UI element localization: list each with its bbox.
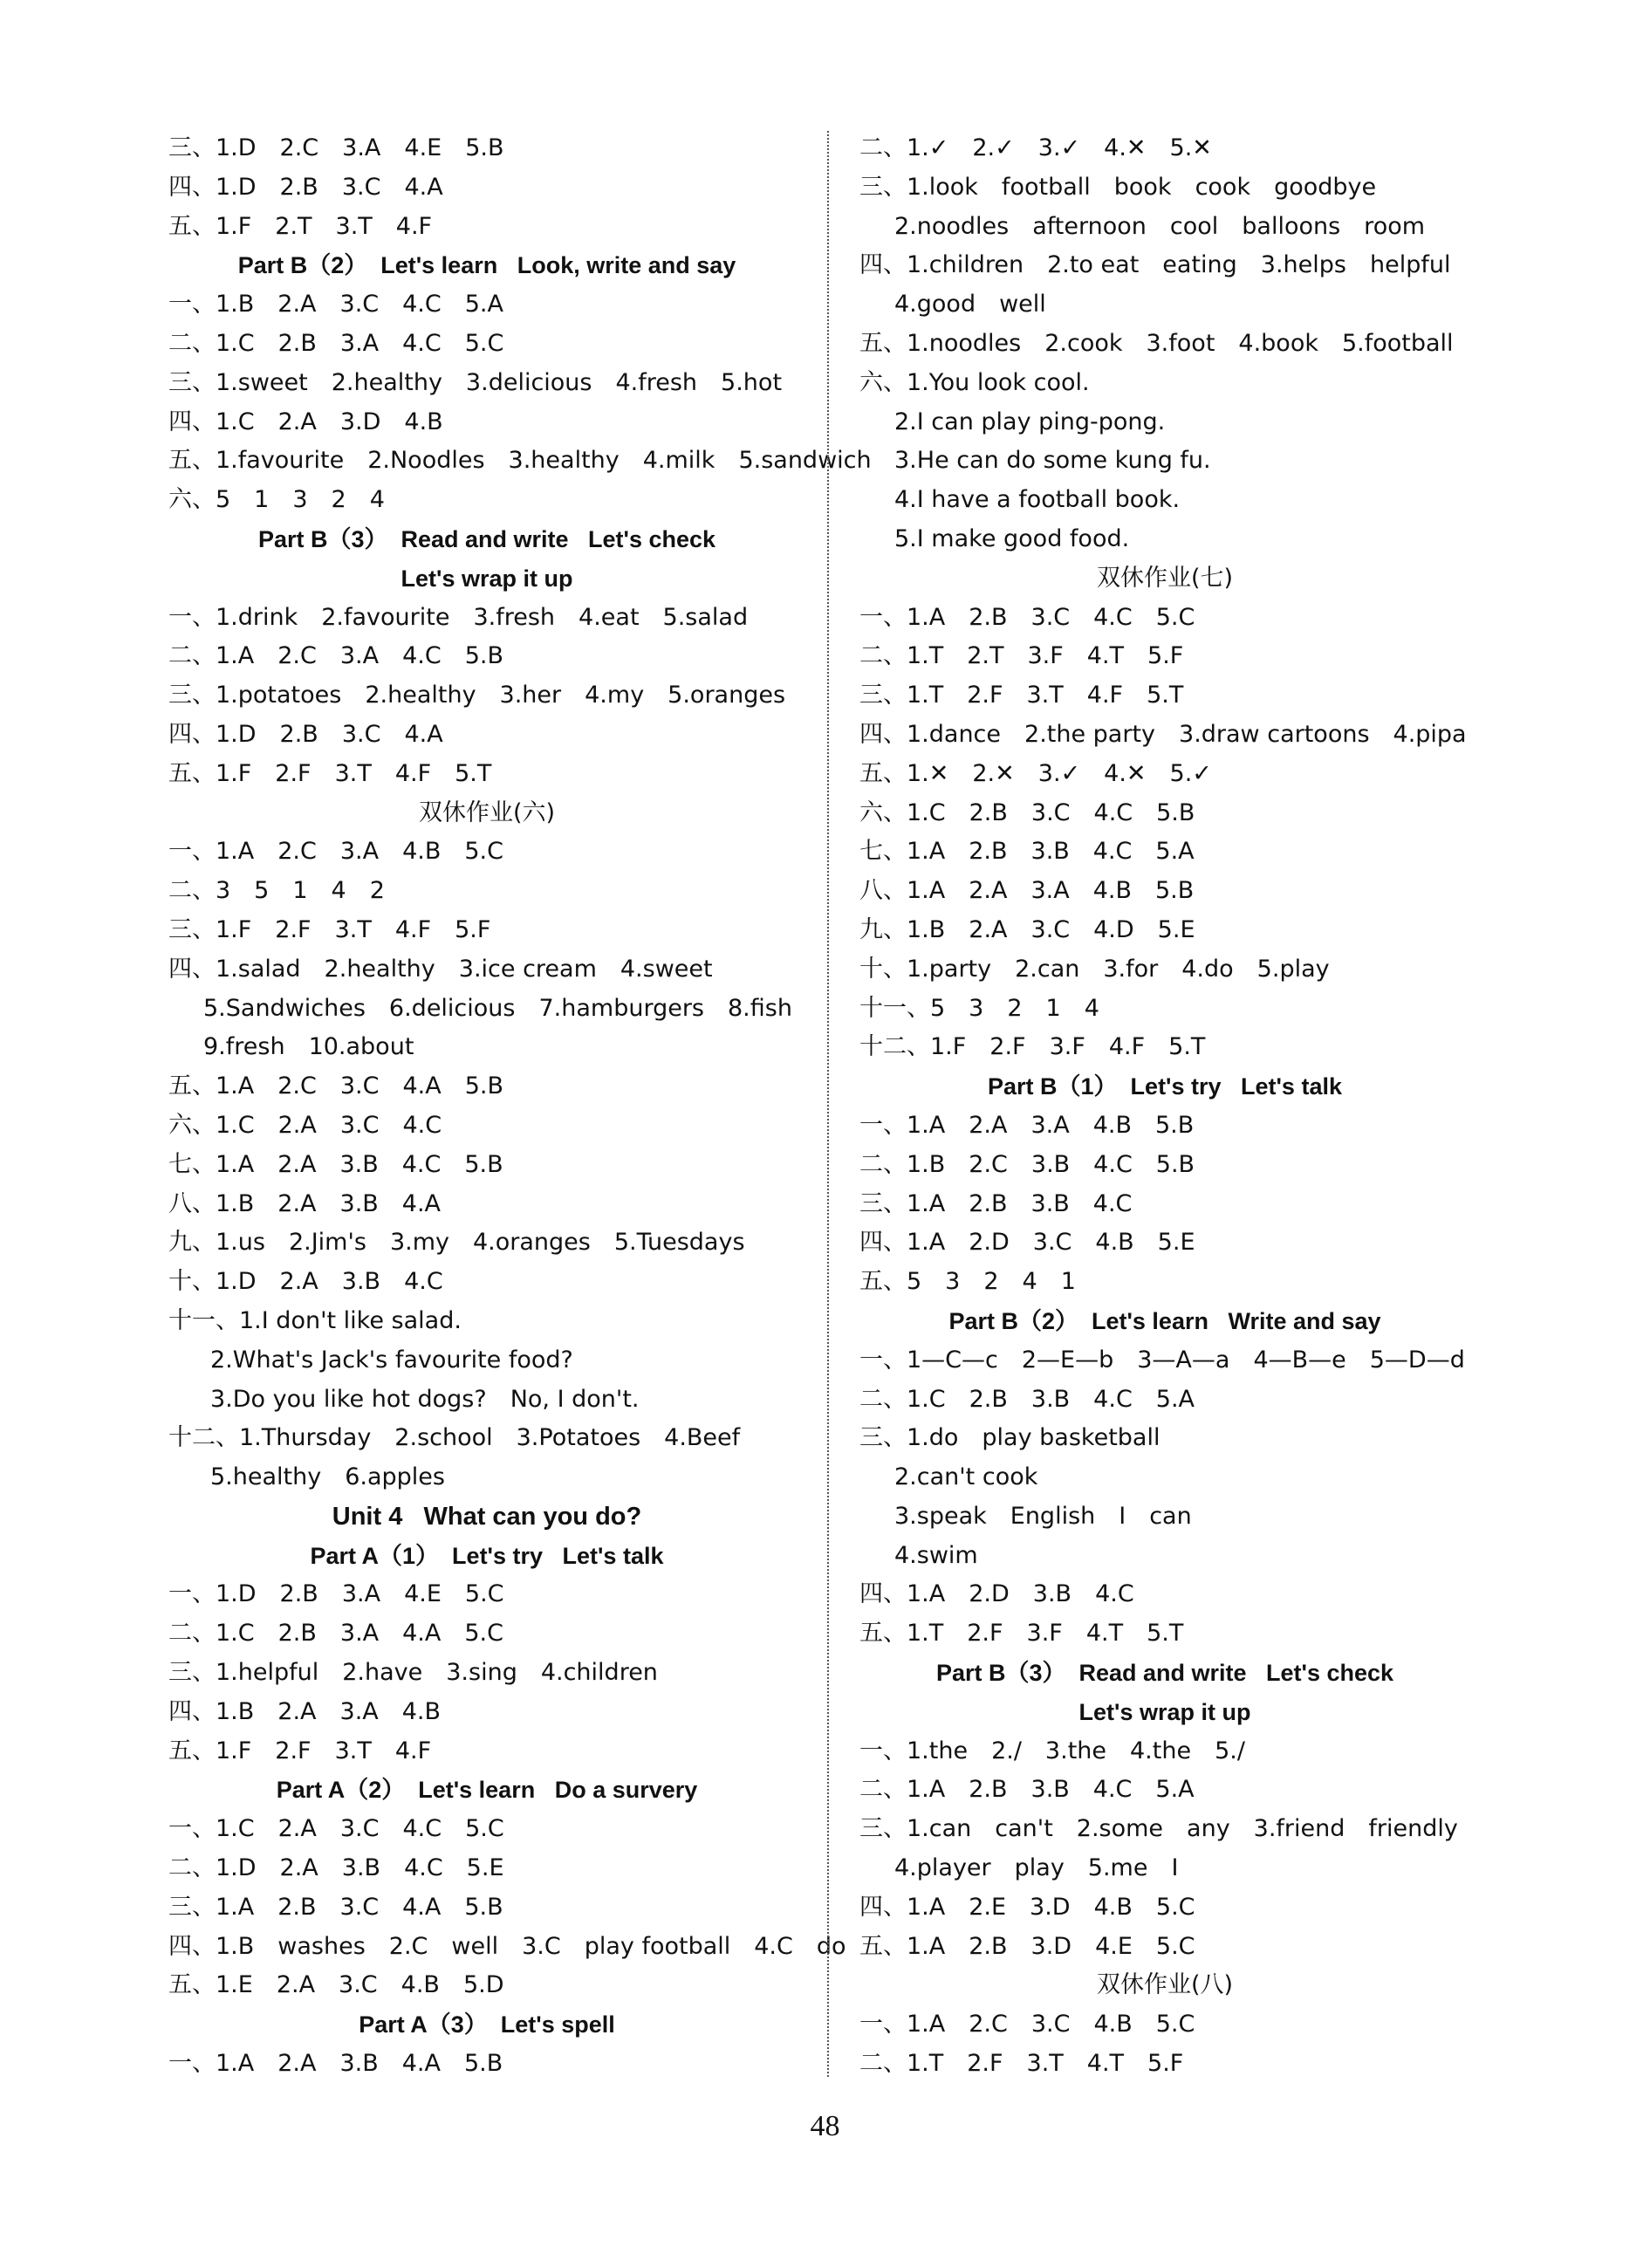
- answer-line: 5.Sandwiches 6.delicious 7.hamburgers 8.fish: [203, 994, 792, 1022]
- answer-line: 一、1.the 2./ 3.the 4.the 5./: [859, 1737, 1245, 1764]
- section-heading: Part A（2） Let's learn Do a survery: [276, 1777, 698, 1804]
- answer-line: 二、3 5 1 4 2: [168, 877, 385, 905]
- answer-line: 六、1.C 2.A 3.C 4.C: [168, 1111, 442, 1139]
- answer-line: 二、1.D 2.A 3.B 4.C 5.E: [168, 1854, 504, 1882]
- section-heading: Part A（3） Let's spell: [359, 2011, 615, 2038]
- answer-line: 五、1.A 2.B 3.D 4.E 5.C: [859, 1932, 1195, 1960]
- page-number: 48: [810, 2110, 840, 2142]
- answer-line: 三、1.D 2.C 3.A 4.E 5.B: [168, 134, 504, 161]
- section-heading: Part B（3） Read and write Let's check: [935, 1660, 1394, 1687]
- answer-line: 三、1.do play basketball: [859, 1424, 1160, 1452]
- answer-line: 五、1.T 2.F 3.F 4.T 5.T: [859, 1620, 1184, 1648]
- answer-line: 六、1.You look cool.: [859, 368, 1090, 396]
- answer-line: 一、1—C—c 2—E—b 3—A—a 4—B—e 5—D—d: [859, 1346, 1465, 1374]
- answer-line: 四、1.A 2.E 3.D 4.B 5.C: [859, 1893, 1195, 1921]
- answer-line: 十二、1.Thursday 2.school 3.Potatoes 4.Beef: [168, 1424, 741, 1452]
- answer-line: 十二、1.F 2.F 3.F 4.F 5.T: [859, 1033, 1206, 1061]
- answer-line: 三、1.sweet 2.healthy 3.delicious 4.fresh 5.hot: [168, 368, 783, 396]
- answer-line: 五、1.F 2.F 3.T 4.F: [168, 1737, 432, 1764]
- answer-line: 八、1.A 2.A 3.A 4.B 5.B: [859, 877, 1195, 905]
- answer-line: 五、5 3 2 4 1: [859, 1268, 1076, 1296]
- answer-line: 五、1.F 2.F 3.T 4.F 5.T: [168, 759, 492, 787]
- answer-line: 二、1.C 2.B 3.A 4.C 5.C: [168, 329, 504, 357]
- answer-line: 4.swim: [894, 1541, 978, 1569]
- answer-line: 十一、5 3 2 1 4: [859, 994, 1099, 1022]
- answer-line: 3.Do you like hot dogs? No, I don't.: [210, 1385, 640, 1413]
- answer-line: 四、1.children 2.to eat eating 3.helps helpful: [859, 251, 1451, 279]
- answer-line: 一、1.A 2.C 3.A 4.B 5.C: [168, 838, 503, 866]
- answer-line: 二、1.T 2.F 3.T 4.T 5.F: [859, 2050, 1184, 2078]
- answer-line: 六、5 1 3 2 4: [168, 486, 385, 514]
- answer-line: 4.I have a football book.: [894, 486, 1181, 514]
- weekend-homework-heading: 双休作业(六): [418, 798, 556, 826]
- answer-line: 2.What's Jack's favourite food?: [210, 1346, 573, 1374]
- answer-line: 四、1.dance 2.the party 3.draw cartoons 4.pipa: [859, 720, 1467, 748]
- answer-line: 七、1.A 2.A 3.B 4.C 5.B: [168, 1150, 503, 1178]
- answer-line: 九、1.us 2.Jim's 3.my 4.oranges 5.Tuesdays: [168, 1229, 745, 1257]
- answer-line: 四、1.A 2.D 3.B 4.C: [859, 1580, 1134, 1608]
- weekend-homework-heading: 双休作业(八): [1096, 1971, 1234, 1999]
- answer-line: 六、1.C 2.B 3.C 4.C 5.B: [859, 798, 1195, 826]
- right-column: [859, 129, 1470, 2084]
- answer-line: 三、1.A 2.B 3.B 4.C: [859, 1189, 1133, 1217]
- section-heading: Part B（2） Let's learn Look, write and say: [237, 252, 736, 279]
- answer-line: 四、1.C 2.A 3.D 4.B: [168, 408, 443, 435]
- section-heading: Let's wrap it up: [1078, 1698, 1251, 1725]
- answer-line: 三、1.can can't 2.some any 3.friend friendly: [859, 1815, 1458, 1843]
- answer-line: 一、1.A 2.A 3.B 4.A 5.B: [168, 2050, 503, 2078]
- answer-line: 一、1.B 2.A 3.C 4.C 5.A: [168, 291, 503, 319]
- answer-line: 四、1.B 2.A 3.A 4.B: [168, 1697, 442, 1725]
- answer-line: 三、1.T 2.F 3.T 4.F 5.T: [859, 682, 1184, 709]
- weekend-homework-heading: 双休作业(七): [1096, 564, 1234, 592]
- answer-line: 5.I make good food.: [894, 524, 1130, 552]
- answer-line: 四、1.D 2.B 3.C 4.A: [168, 720, 443, 748]
- answer-line: 三、1.look football book cook goodbye: [859, 173, 1377, 201]
- section-heading: Part B（1） Let's try Let's talk: [988, 1073, 1342, 1100]
- answer-line: 2.noodles afternoon cool balloons room: [894, 212, 1426, 240]
- answer-line: 四、1.A 2.D 3.C 4.B 5.E: [859, 1229, 1195, 1257]
- answer-line: 9.fresh 10.about: [203, 1033, 414, 1061]
- answer-line: 五、1.✕ 2.✕ 3.✓ 4.✕ 5.✓: [859, 759, 1212, 787]
- left-column: [168, 129, 872, 2084]
- answer-line: 3.speak English I can: [894, 1502, 1192, 1530]
- answer-line: 二、1.C 2.B 3.A 4.A 5.C: [168, 1620, 503, 1648]
- answer-line: 十、1.party 2.can 3.for 4.do 5.play: [859, 955, 1330, 983]
- answer-line: 一、1.A 2.A 3.A 4.B 5.B: [859, 1111, 1195, 1139]
- section-heading: Part B（3） Read and write Let's check: [257, 525, 716, 552]
- answer-line: 3.He can do some kung fu.: [894, 447, 1211, 475]
- answer-line: 二、1.A 2.C 3.A 4.C 5.B: [168, 642, 503, 670]
- answer-line: 八、1.B 2.A 3.B 4.A: [168, 1189, 442, 1217]
- column-divider: [827, 131, 829, 2077]
- section-heading: Part B（2） Let's learn Write and say: [948, 1307, 1381, 1334]
- answer-line: 一、1.A 2.B 3.C 4.C 5.C: [859, 603, 1195, 631]
- answer-line: 三、1.A 2.B 3.C 4.A 5.B: [168, 1893, 503, 1921]
- answer-line: 一、1.C 2.A 3.C 4.C 5.C: [168, 1815, 504, 1843]
- answer-line: 二、1.B 2.C 3.B 4.C 5.B: [859, 1150, 1195, 1178]
- section-heading: Let's wrap it up: [401, 565, 573, 592]
- answer-line: 五、1.favourite 2.Noodles 3.healthy 4.milk 5.sandwich: [168, 447, 872, 475]
- answer-line: 五、1.A 2.C 3.C 4.A 5.B: [168, 1072, 503, 1100]
- answer-line: 4.good well: [894, 291, 1046, 319]
- answer-line: 四、1.D 2.B 3.C 4.A: [168, 173, 443, 201]
- answer-line: 十、1.D 2.A 3.B 4.C: [168, 1268, 443, 1296]
- answer-line: 十一、1.I don't like salad.: [168, 1306, 462, 1334]
- answer-line: 2.I can play ping-pong.: [894, 408, 1166, 435]
- answer-line: 4.player play 5.me I: [894, 1854, 1179, 1882]
- answer-line: 5.healthy 6.apples: [210, 1463, 445, 1491]
- answer-line: 一、1.D 2.B 3.A 4.E 5.C: [168, 1580, 504, 1608]
- answer-line: 五、1.E 2.A 3.C 4.B 5.D: [168, 1971, 504, 1999]
- answer-line: 二、1.✓ 2.✓ 3.✓ 4.✕ 5.✕: [859, 134, 1212, 161]
- answer-line: 三、1.F 2.F 3.T 4.F 5.F: [168, 915, 491, 943]
- answer-line: 三、1.potatoes 2.healthy 3.her 4.my 5.oranges: [168, 682, 786, 709]
- answer-line: 2.can't cook: [894, 1463, 1038, 1491]
- answer-line: 三、1.helpful 2.have 3.sing 4.children: [168, 1659, 658, 1687]
- answer-line: 九、1.B 2.A 3.C 4.D 5.E: [859, 915, 1195, 943]
- answer-line: 二、1.A 2.B 3.B 4.C 5.A: [859, 1776, 1195, 1804]
- answer-line: 四、1.B washes 2.C well 3.C play football 4.C do: [168, 1932, 846, 1960]
- unit-heading: Unit 4 What can you do?: [332, 1502, 642, 1531]
- answer-line: 七、1.A 2.B 3.B 4.C 5.A: [859, 838, 1195, 866]
- answer-line: 二、1.C 2.B 3.B 4.C 5.A: [859, 1385, 1195, 1413]
- answer-line: 二、1.T 2.T 3.F 4.T 5.F: [859, 642, 1184, 670]
- section-heading: Part A（1） Let's try Let's talk: [310, 1542, 664, 1569]
- answer-line: 四、1.salad 2.healthy 3.ice cream 4.sweet: [168, 955, 713, 983]
- answer-line: 一、1.A 2.C 3.C 4.B 5.C: [859, 2011, 1195, 2038]
- answer-line: 一、1.drink 2.favourite 3.fresh 4.eat 5.salad: [168, 603, 749, 631]
- answer-line: 五、1.F 2.T 3.T 4.F: [168, 212, 433, 240]
- answer-line: 五、1.noodles 2.cook 3.foot 4.book 5.football: [859, 329, 1454, 357]
